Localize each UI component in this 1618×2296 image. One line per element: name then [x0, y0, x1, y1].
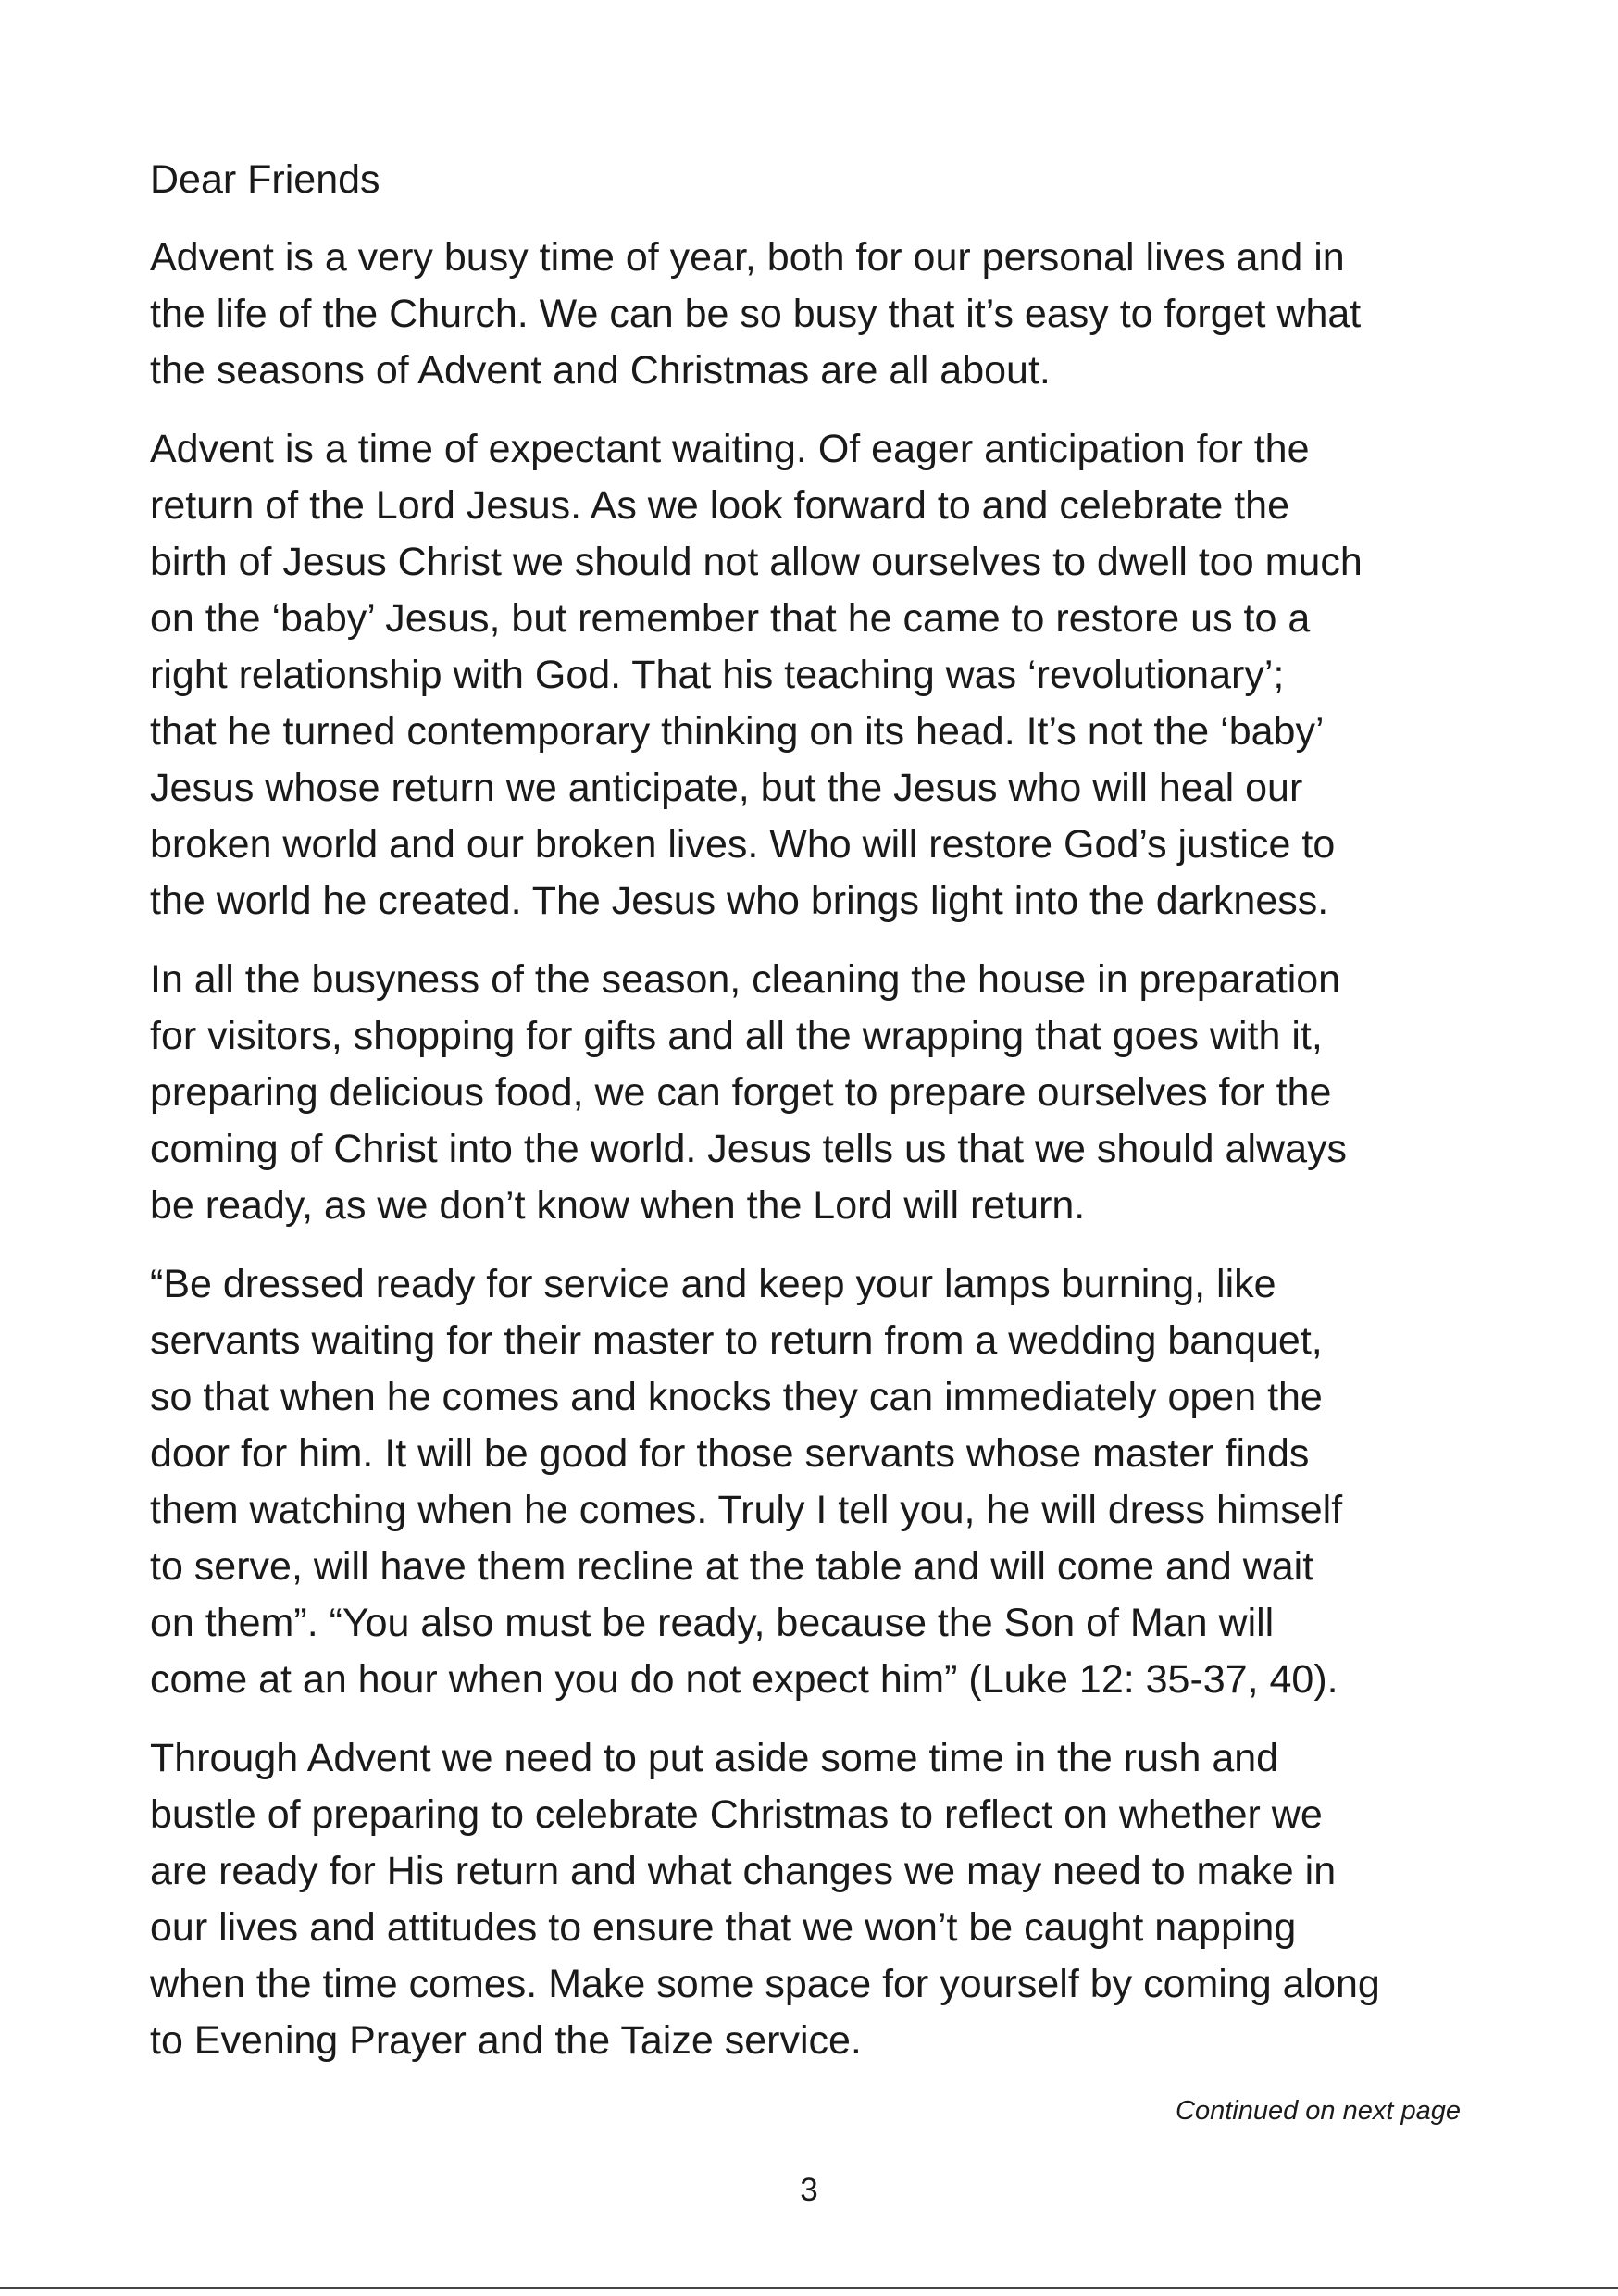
text-line: broken world and our broken lives. Who will restore God’s justice to — [150, 822, 1336, 867]
text-line: when the time comes. Make some space for yourself by coming along — [150, 1962, 1380, 2006]
text-line: be ready, as we don’t know when the Lord will return. — [150, 1183, 1086, 1228]
paragraph — [150, 952, 1483, 1234]
text-line: bustle of preparing to celebrate Christmas to reflect on whether we — [150, 1792, 1323, 1837]
text-line: Advent is a very busy time of year, both for our personal lives and in — [150, 235, 1345, 280]
text-line: Through Advent we need to put aside some time in the rush and — [150, 1736, 1279, 1780]
text-line: right relationship with God. That his teaching was ‘revolutionary’; — [150, 653, 1285, 697]
paragraph — [150, 230, 1483, 399]
text-line: them watching when he comes. Truly I tell you, he will dress himself — [150, 1488, 1343, 1532]
text-line: so that when he comes and knocks they can immediately open the — [150, 1375, 1323, 1419]
text-line: come at an hour when you do not expect him” (Luke 12: 35-37, 40). — [150, 1657, 1338, 1702]
text-line: In all the busyness of the season, cleaning the house in preparation — [150, 957, 1341, 1002]
quote-paragraph — [150, 1256, 1483, 1708]
page-number: 3 — [800, 2172, 818, 2208]
text-line: the seasons of Advent and Christmas are all about. — [150, 348, 1051, 393]
text-line: the world he created. The Jesus who brings light into the darkness. — [150, 879, 1329, 923]
text-line: on the ‘baby’ Jesus, but remember that he came to restore us to a — [150, 596, 1311, 641]
text-line: are ready for His return and what changes we may need to make in — [150, 1849, 1337, 1893]
text-line: the life of the Church. We can be so busy that it’s easy to forget what — [150, 292, 1362, 336]
text-line: Advent is a time of expectant waiting. Of eager anticipation for the — [150, 427, 1310, 471]
text-line: “Be dressed ready for service and keep your lamps burning, like — [150, 1262, 1276, 1306]
paragraph — [150, 421, 1483, 930]
text-line: birth of Jesus Christ we should not allow ourselves to dwell too much — [150, 540, 1363, 584]
text-line: on them”. “You also must be ready, because the Son of Man will — [150, 1601, 1275, 1645]
text-line: our lives and attitudes to ensure that we won’t be caught napping — [150, 1905, 1297, 1950]
text-line: Jesus whose return we anticipate, but the Jesus who will heal our — [150, 766, 1303, 810]
text-line: servants waiting for their master to return from a wedding banquet, — [150, 1318, 1323, 1363]
text-line: to serve, will have them recline at the table and will come and wait — [150, 1544, 1314, 1589]
text-line: for visitors, shopping for gifts and all the wrapping that goes with it, — [150, 1014, 1323, 1058]
continued-note: Continued on next page — [1176, 2096, 1461, 2126]
text-line: that he turned contemporary thinking on its head. It’s not the ‘baby’ — [150, 709, 1325, 754]
text-line: coming of Christ into the world. Jesus tells us that we should always — [150, 1127, 1347, 1171]
greeting: Dear Friends — [150, 157, 380, 202]
text-line: preparing delicious food, we can forget to prepare ourselves for the — [150, 1070, 1332, 1115]
paragraph — [150, 1730, 1483, 2069]
letter-body — [150, 152, 1483, 2091]
text-line: return of the Lord Jesus. As we look forward to and celebrate the — [150, 483, 1289, 528]
text-line: door for him. It will be good for those servants whose master finds — [150, 1431, 1310, 1476]
bottom-divider — [0, 2287, 1618, 2289]
text-line: to Evening Prayer and the Taize service. — [150, 2018, 862, 2063]
